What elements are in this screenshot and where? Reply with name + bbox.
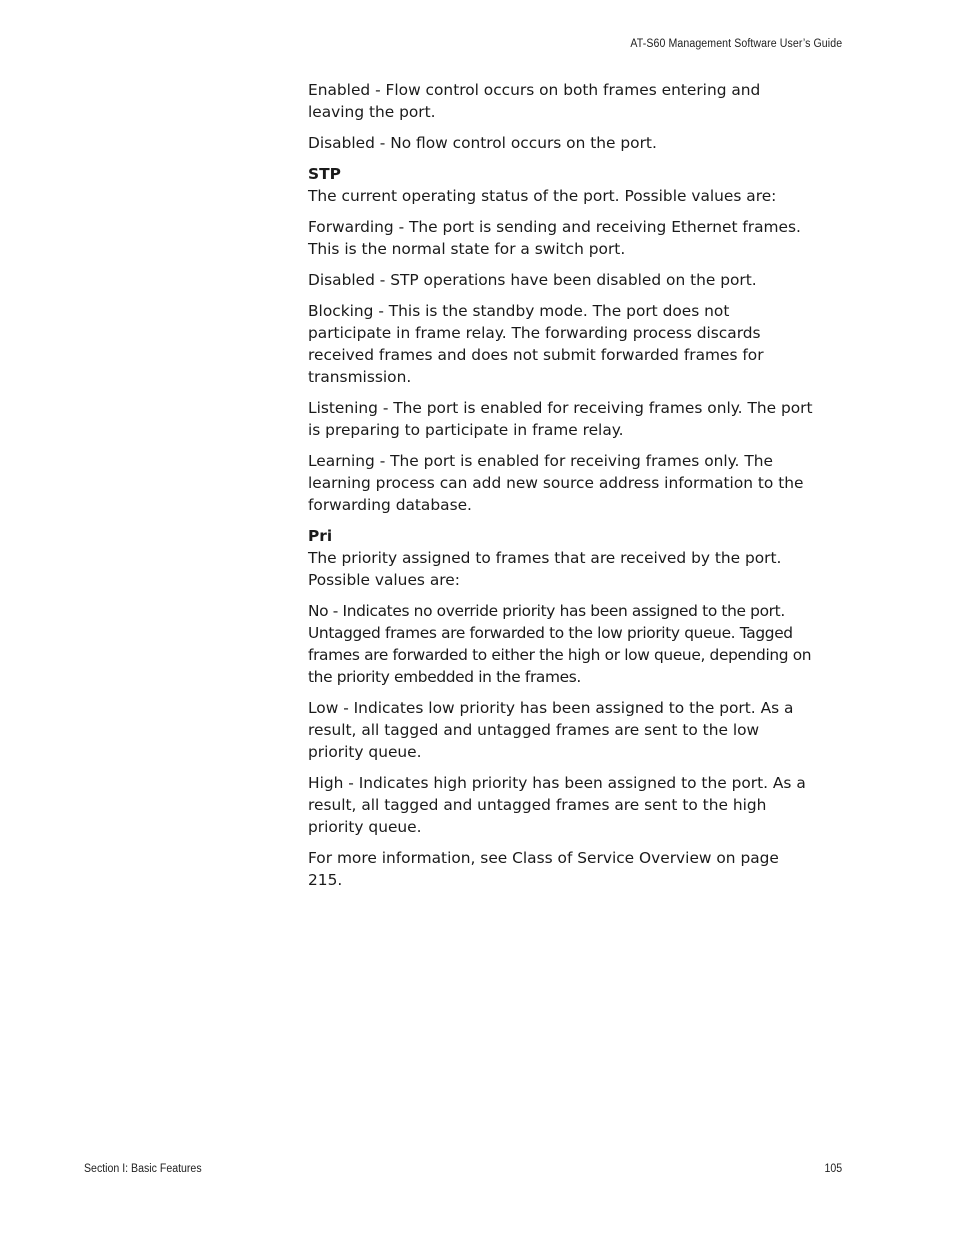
pri-low: Low - Indicates low priority has been assigned to the port. As a result, all tagged and untagged frames are sent to the low priority queue.	[308, 699, 794, 761]
pri-intro: The priority assigned to frames that are received by the port. Possible values are:	[308, 549, 782, 589]
footer-page-number: 105	[824, 1163, 842, 1175]
stp-forwarding: Forwarding - The port is sending and receiving Ethernet frames. This is the normal state for a switch port.	[308, 218, 801, 258]
running-header: AT-S60 Management Software User’s Guide	[630, 38, 842, 50]
stp-intro: The current operating status of the port. Possible values are:	[308, 187, 777, 205]
pri-no: No - Indicates no override priority has been assigned to the port. Untagged frames are forwarded to the low priority queue. Tagged frames are forwarded to either the high or low queue, depending on the priority embedded in the frames.	[308, 602, 812, 686]
footer-section: Section I: Basic Features	[84, 1163, 202, 1175]
pri-high: High - Indicates high priority has been assigned to the port. As a result, all tagged and untagged frames are sent to the high priority queue.	[308, 774, 806, 836]
flow-control-disabled: Disabled - No flow control occurs on the port.	[308, 134, 657, 152]
stp-learning: Learning - The port is enabled for receiving frames only. The learning process can add new source address information to the forwarding database.	[308, 452, 804, 514]
stp-blocking: Blocking - This is the standby mode. The port does not participate in frame relay. The forwarding process discards received frames and does not submit forwarded frames for transmission.	[308, 302, 764, 386]
flow-control-enabled: Enabled - Flow control occurs on both frames entering and leaving the port.	[308, 81, 761, 121]
stp-disabled: Disabled - STP operations have been disabled on the port.	[308, 271, 757, 289]
page-content	[308, 79, 814, 900]
pri-more-info: For more information, see Class of Service Overview on page 215.	[308, 849, 779, 889]
stp-heading: STP	[308, 165, 341, 183]
stp-listening: Listening - The port is enabled for receiving frames only. The port is preparing to participate in frame relay.	[308, 399, 813, 439]
pri-heading: Pri	[308, 527, 333, 545]
